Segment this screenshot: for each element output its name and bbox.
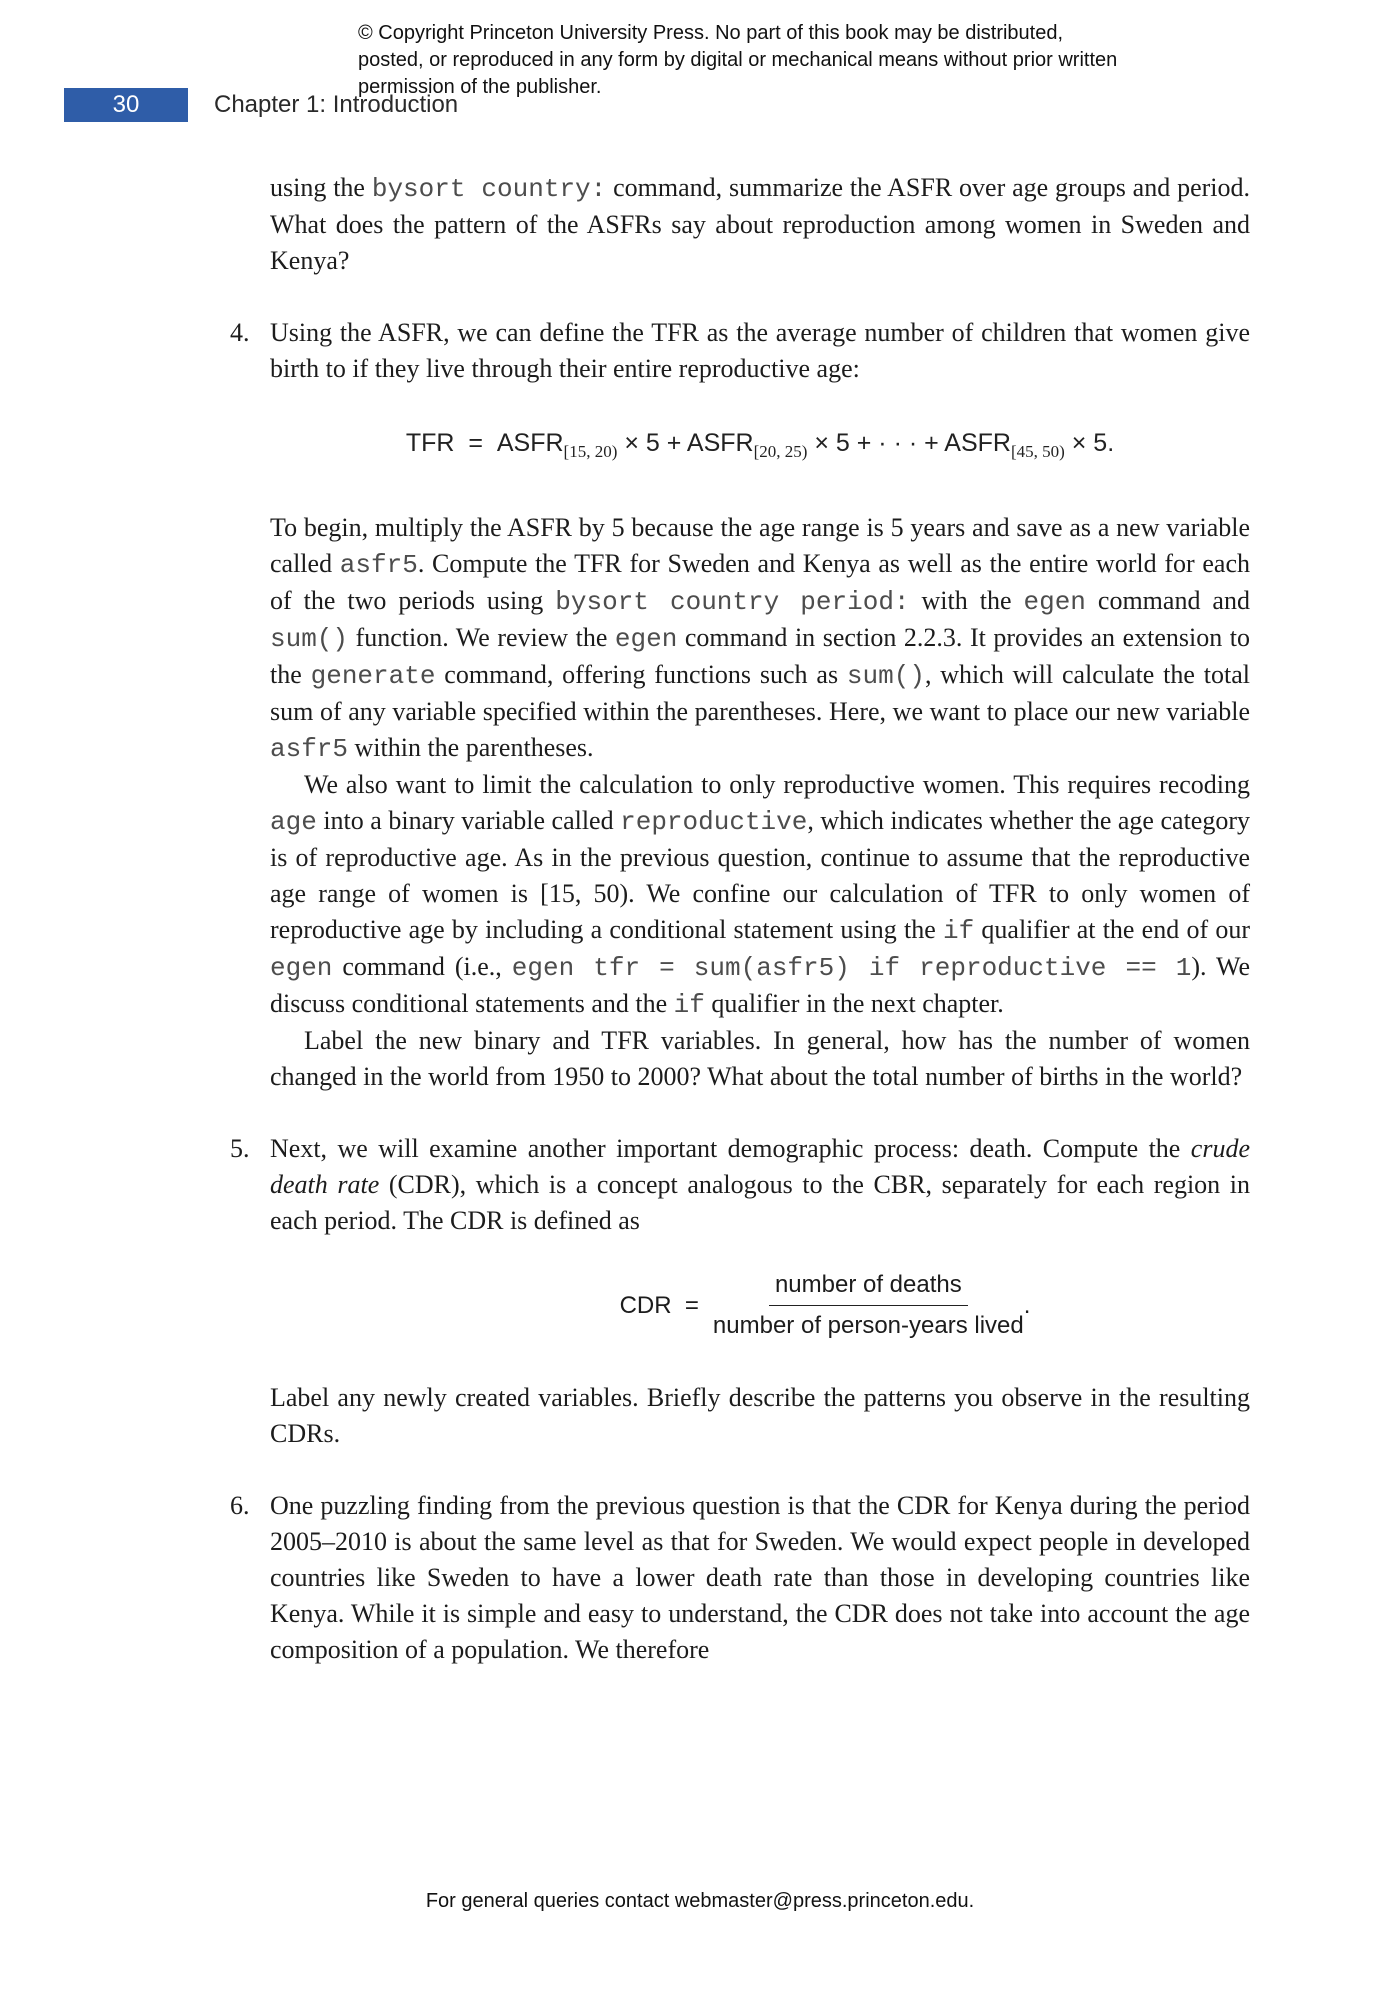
copyright-notice: © Copyright Princeton University Press. No part of this book may be distributed, posted, or reproduced in any form by digital or mechanical means without prior written permission of the publisher. xyxy=(358,22,1118,98)
page-number: 30 xyxy=(64,88,188,122)
fraction xyxy=(713,1269,1024,1342)
footer-contact: For general queries contact webmaster@press.princeton.edu. xyxy=(425,1890,975,1912)
paragraph: We also want to limit the calculation to only reproductive women. This requires recoding age into a binary variable called reproductive, which indicates whether the age category is of reproductive age. As in the previous question, continue to assume that the reproductive age range of women is [15, 50). We confine our calculation of TFR to only women of reproductive age by including a conditional statement using the if qualifier at the end of our egen command (i.e., egen tfr = sum(asfr5) if reproductive == 1). We discuss conditional statements and the if qualifier in the next chapter. xyxy=(270,770,1251,1020)
running-head-chapter: Chapter 1: Introduction xyxy=(214,91,459,118)
exercise-item-4 xyxy=(230,315,1251,1095)
denominator: number of person-years lived xyxy=(712,1312,1024,1339)
paragraph: Using the ASFR, we can define the TFR as the average number of children that women give birth to if they live through their entire reproductive age: xyxy=(270,318,1250,383)
cdr-equation: CDR = $\frac{\text{number of deaths}}{\text{number of person-years lived}}$ . xyxy=(400,1269,1250,1342)
numerator: number of deaths xyxy=(769,1269,968,1306)
item-number: 4. xyxy=(230,318,250,347)
paragraph: Label the new binary and TFR variables. In general, how has the number of women changed in the world from 1950 to 2000? What about the total number of births in the world? xyxy=(270,1026,1250,1091)
paragraph-continued: using the bysort country: command, summarize the ASFR over age groups and period. What does the pattern of the ASFRs say about reproduction among women in Sweden and Kenya? xyxy=(270,173,1250,275)
exercise-item-5 xyxy=(230,1131,1250,1452)
exercise-item-6 xyxy=(230,1488,1250,1668)
tfr-equation: TFR = $ASFR_{[15, 20)} \times 5$ + $ASFR_{[20, 25)} \times 5$ + · · · + $ASFR_{[45, 50)} \times 5$. xyxy=(405,429,1115,461)
paragraph: One puzzling finding from the previous question is that the CDR for Kenya during the period 2005–2010 is about the same level as that for Sweden. We would expect people in developed countries like Sweden to have a lower death rate than those in developing countries like Kenya. While it is simple and easy to understand, the CDR does not take into account the age composition of a population. We therefore xyxy=(270,1491,1250,1664)
page-body xyxy=(230,170,1251,1668)
paragraph: To begin, multiply the ASFR by 5 because the age range is 5 years and save as a new variable called asfr5. Compute the TFR for Sweden and Kenya as well as the entire world for each of the two periods using bysort country period: with the egen command and sum() function. We review the egen command in section 2.2.3. It provides an extension to the generate command, offering functions such as sum(), which will calculate the total sum of any variable specified within the parentheses. Here, we want to place our new variable asfr5 within the parentheses. xyxy=(270,513,1251,764)
paragraph: Next, we will examine another important demographic process: death. Compute the crude death rate (CDR), which is a concept analogous to the CBR, separately for each region in each period. The CDR is defined as xyxy=(270,1134,1250,1235)
paragraph: Label any newly created variables. Briefly describe the patterns you observe in the resulting CDRs. xyxy=(270,1383,1250,1448)
item-number: 6. xyxy=(230,1491,250,1520)
item-number: 5. xyxy=(230,1134,250,1163)
